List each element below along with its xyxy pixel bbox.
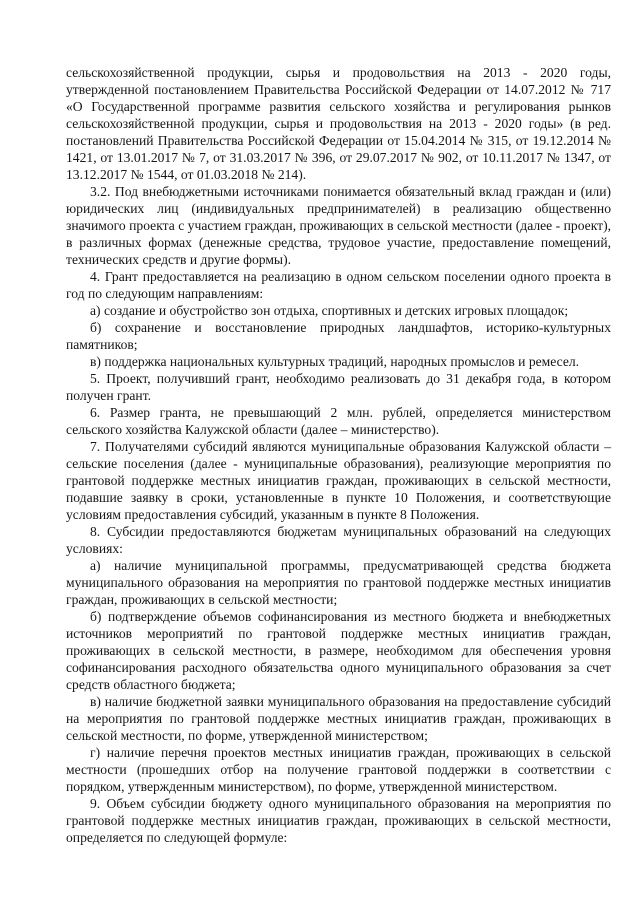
document-page [66,64,611,846]
paragraph-8-a: а) наличие муниципальной программы, предусматривающей средства бюджета муниципального образования на мероприятия по грантовой поддержке местных инициатив граждан, проживающих в сельской местности; [66,558,611,607]
paragraph-4-a: а) создание и обустройство зон отдыха, спортивных и детских игровых площадок; [90,303,569,318]
paragraph-3-2: 3.2. Под внебюджетными источниками понимается обязательный вклад граждан и (или) юридических лиц (индивидуальных предпринимателей) в реализацию общественно значимого проекта с участием граждан, проживающих в сельской местности (далее - проект), в различных формах (денежные средства, трудовое участие, предоставление помещений, технических средств и другие формы). [66,184,611,267]
paragraph-8-v: в) наличие бюджетной заявки муниципального образования на предоставление субсидий на мероприятия по грантовой поддержке местных инициатив граждан, проживающих в сельской местности, по форме, утвержденной министерством; [66,694,611,743]
paragraph-6: 6. Размер гранта, не превышающий 2 млн. рублей, определяется министерством сельского хозяйства Калужской области (далее – министерство). [66,405,611,437]
paragraph-4: 4. Грант предоставляется на реализацию в одном сельском поселении одного проекта в год по следующим направлениям: [66,269,611,301]
paragraph-8-g: г) наличие перечня проектов местных инициатив граждан, проживающих в сельской местности (прошедших отбор на получение грантовой поддержки в соответствии с порядком, утвержденным министерством), по форме, утвержденной министерством. [66,745,611,794]
paragraph-5: 5. Проект, получивший грант, необходимо реализовать до 31 декабря года, в котором получен грант. [66,371,611,403]
paragraph-7: 7. Получателями субсидий являются муниципальные образования Калужской области – сельские поселения (далее - муниципальные образования), реализующие мероприятия по грантовой поддержке местных инициатив граждан, проживающих в сельской местности, подавшие заявку в сроки, установленные в пункте 10 Положения, и соответствующие условиям предоставления субсидий, указанным в пункте 8 Положения. [66,439,611,522]
paragraph-8-b: б) подтверждение объемов софинансирования из местного бюджета и внебюджетных источников мероприятий по грантовой поддержке местных инициатив граждан, проживающих в сельской местности, в размере, необходимом для обеспечения уровня софинансирования расходного обязательства одного муниципального образования за счет средств областного бюджета; [66,609,611,692]
paragraph-8: 8. Субсидии предоставляются бюджетам муниципальных образований на следующих условиях: [66,524,611,556]
paragraph-4-b: б) сохранение и восстановление природных ландшафтов, историко-культурных памятников; [66,320,611,352]
paragraph-4-v: в) поддержка национальных культурных традиций, народных промыслов и ремесел. [90,354,580,369]
paragraph-continuation: сельскохозяйственной продукции, сырья и продовольствия на 2013 - 2020 годы, утвержденной постановлением Правительства Российской Федерации от 14.07.2012 № 717 «О Государственной программе развития сельского хозяйства и регулирования рынков сельскохозяйственной продукции, сырья и продовольствия на 2013 - 2020 годы» (в ред. постановлений Правительства Российской Федерации от 15.04.2014 № 315, от 19.12.2014 № 1421, от 13.01.2017 № 7, от 31.03.2017 № 396, от 29.07.2017 № 902, от 10.11.2017 № 1347, от 13.12.2017 № 1544, от 01.03.2018 № 214). [66,65,611,182]
paragraph-9: 9. Объем субсидии бюджету одного муниципального образования на мероприятия по грантовой поддержке местных инициатив граждан, проживающих в сельской местности, определяется по следующей формуле: [66,796,611,845]
